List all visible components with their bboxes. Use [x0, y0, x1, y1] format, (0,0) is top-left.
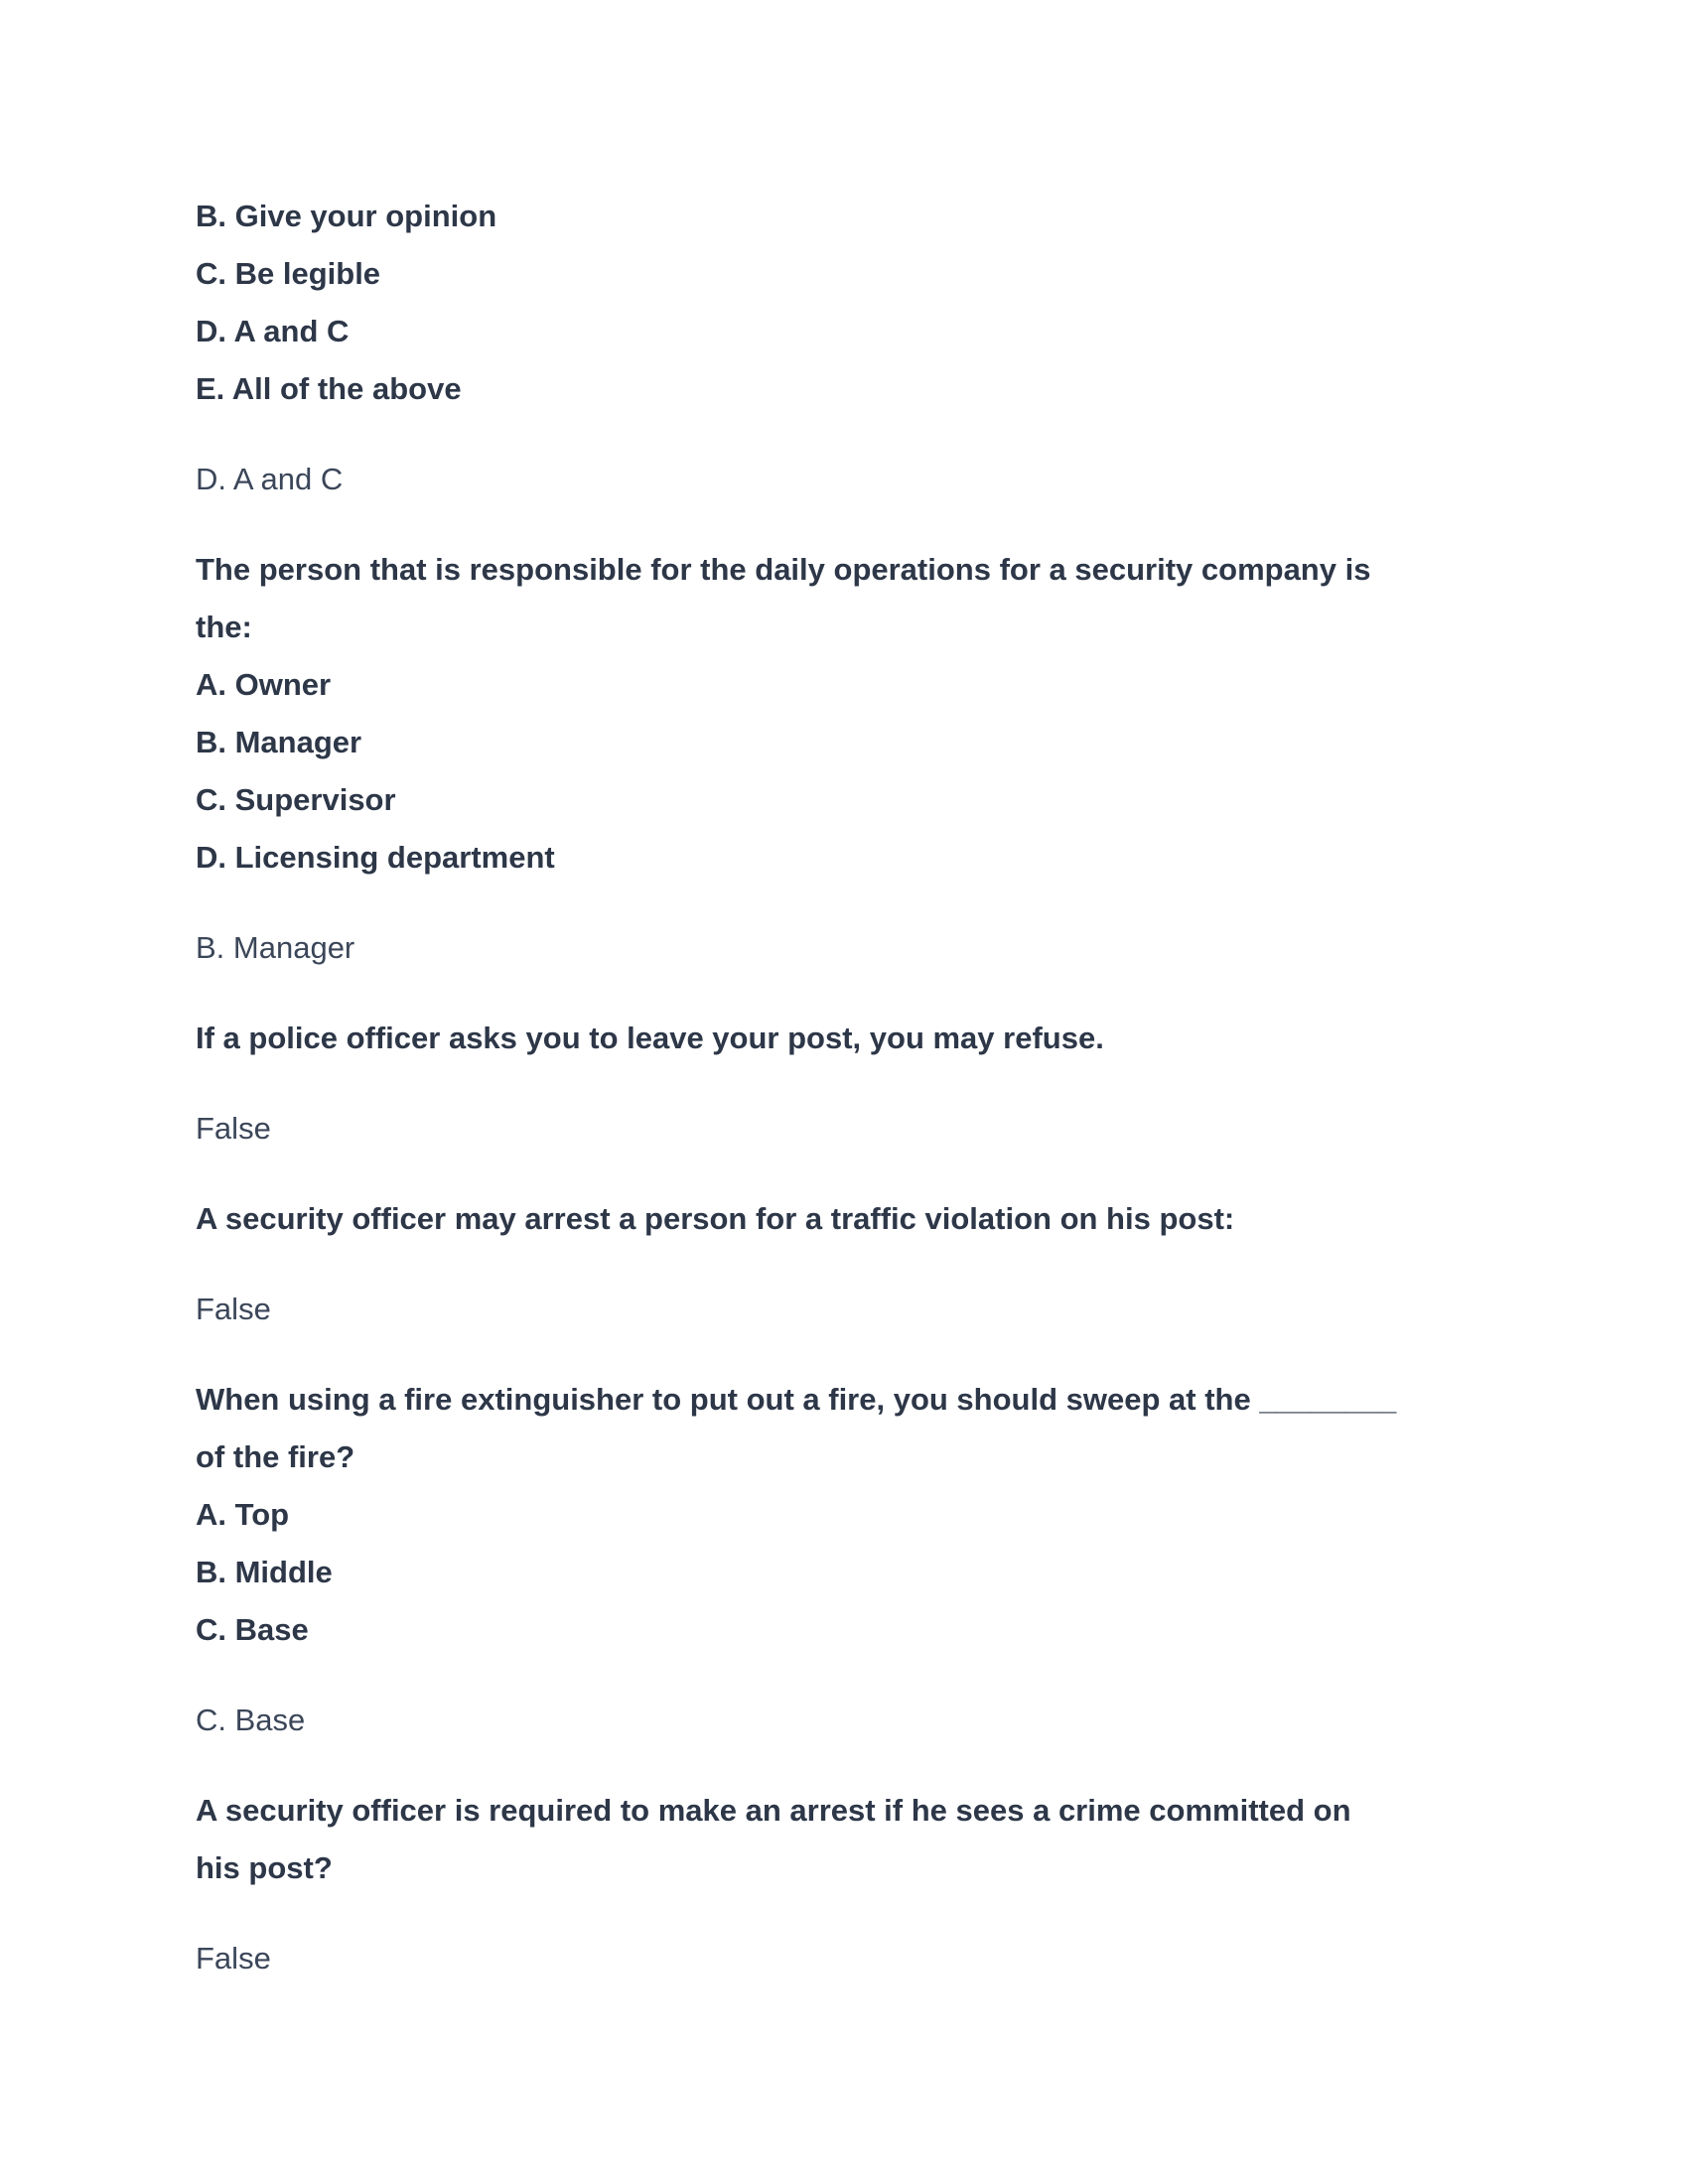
question-line: When using a fire extinguisher to put out a fire, you should sweep at the ________ — [196, 1382, 1397, 1417]
option-line: B. Give your opinion — [196, 199, 497, 233]
option-line: D. Licensing department — [196, 840, 555, 875]
option-line: C. Base — [196, 1612, 309, 1647]
quiz-answer — [196, 1281, 1455, 1338]
answer-line: C. Base — [196, 1703, 306, 1737]
option-line: A. Owner — [196, 667, 332, 702]
answer-line: False — [196, 1941, 271, 1976]
quiz-question-block — [196, 541, 1455, 887]
quiz-question-block — [196, 1782, 1455, 1897]
option-line: B. Middle — [196, 1555, 333, 1589]
quiz-question-block — [196, 1371, 1455, 1659]
quiz-answer — [196, 1692, 1455, 1749]
quiz-options-block — [196, 188, 1455, 418]
question-line: his post? — [196, 1850, 333, 1885]
question-line: The person that is responsible for the daily operations for a security company is — [196, 552, 1371, 587]
quiz-answer — [196, 1930, 1455, 1987]
answer-line: False — [196, 1292, 271, 1326]
quiz-answer — [196, 1100, 1455, 1158]
quiz-question-block — [196, 1010, 1455, 1067]
question-line: If a police officer asks you to leave your post, you may refuse. — [196, 1021, 1104, 1055]
option-line: C. Be legible — [196, 256, 381, 291]
quiz-answer — [196, 451, 1455, 508]
option-line: A. Top — [196, 1497, 290, 1532]
question-line: of the fire? — [196, 1439, 355, 1474]
option-line: D. A and C — [196, 314, 350, 348]
answer-line: False — [196, 1111, 271, 1146]
option-line: C. Supervisor — [196, 782, 396, 817]
quiz-question-block — [196, 1190, 1455, 1248]
answer-line: B. Manager — [196, 930, 355, 965]
quiz-answer — [196, 919, 1455, 977]
question-line: the: — [196, 610, 252, 644]
option-line: B. Manager — [196, 725, 362, 759]
question-line: A security officer may arrest a person for a traffic violation on his post: — [196, 1201, 1235, 1236]
option-line: E. All of the above — [196, 371, 462, 406]
answer-line: D. A and C — [196, 462, 344, 496]
question-line: A security officer is required to make an arrest if he sees a crime committed on — [196, 1793, 1351, 1828]
